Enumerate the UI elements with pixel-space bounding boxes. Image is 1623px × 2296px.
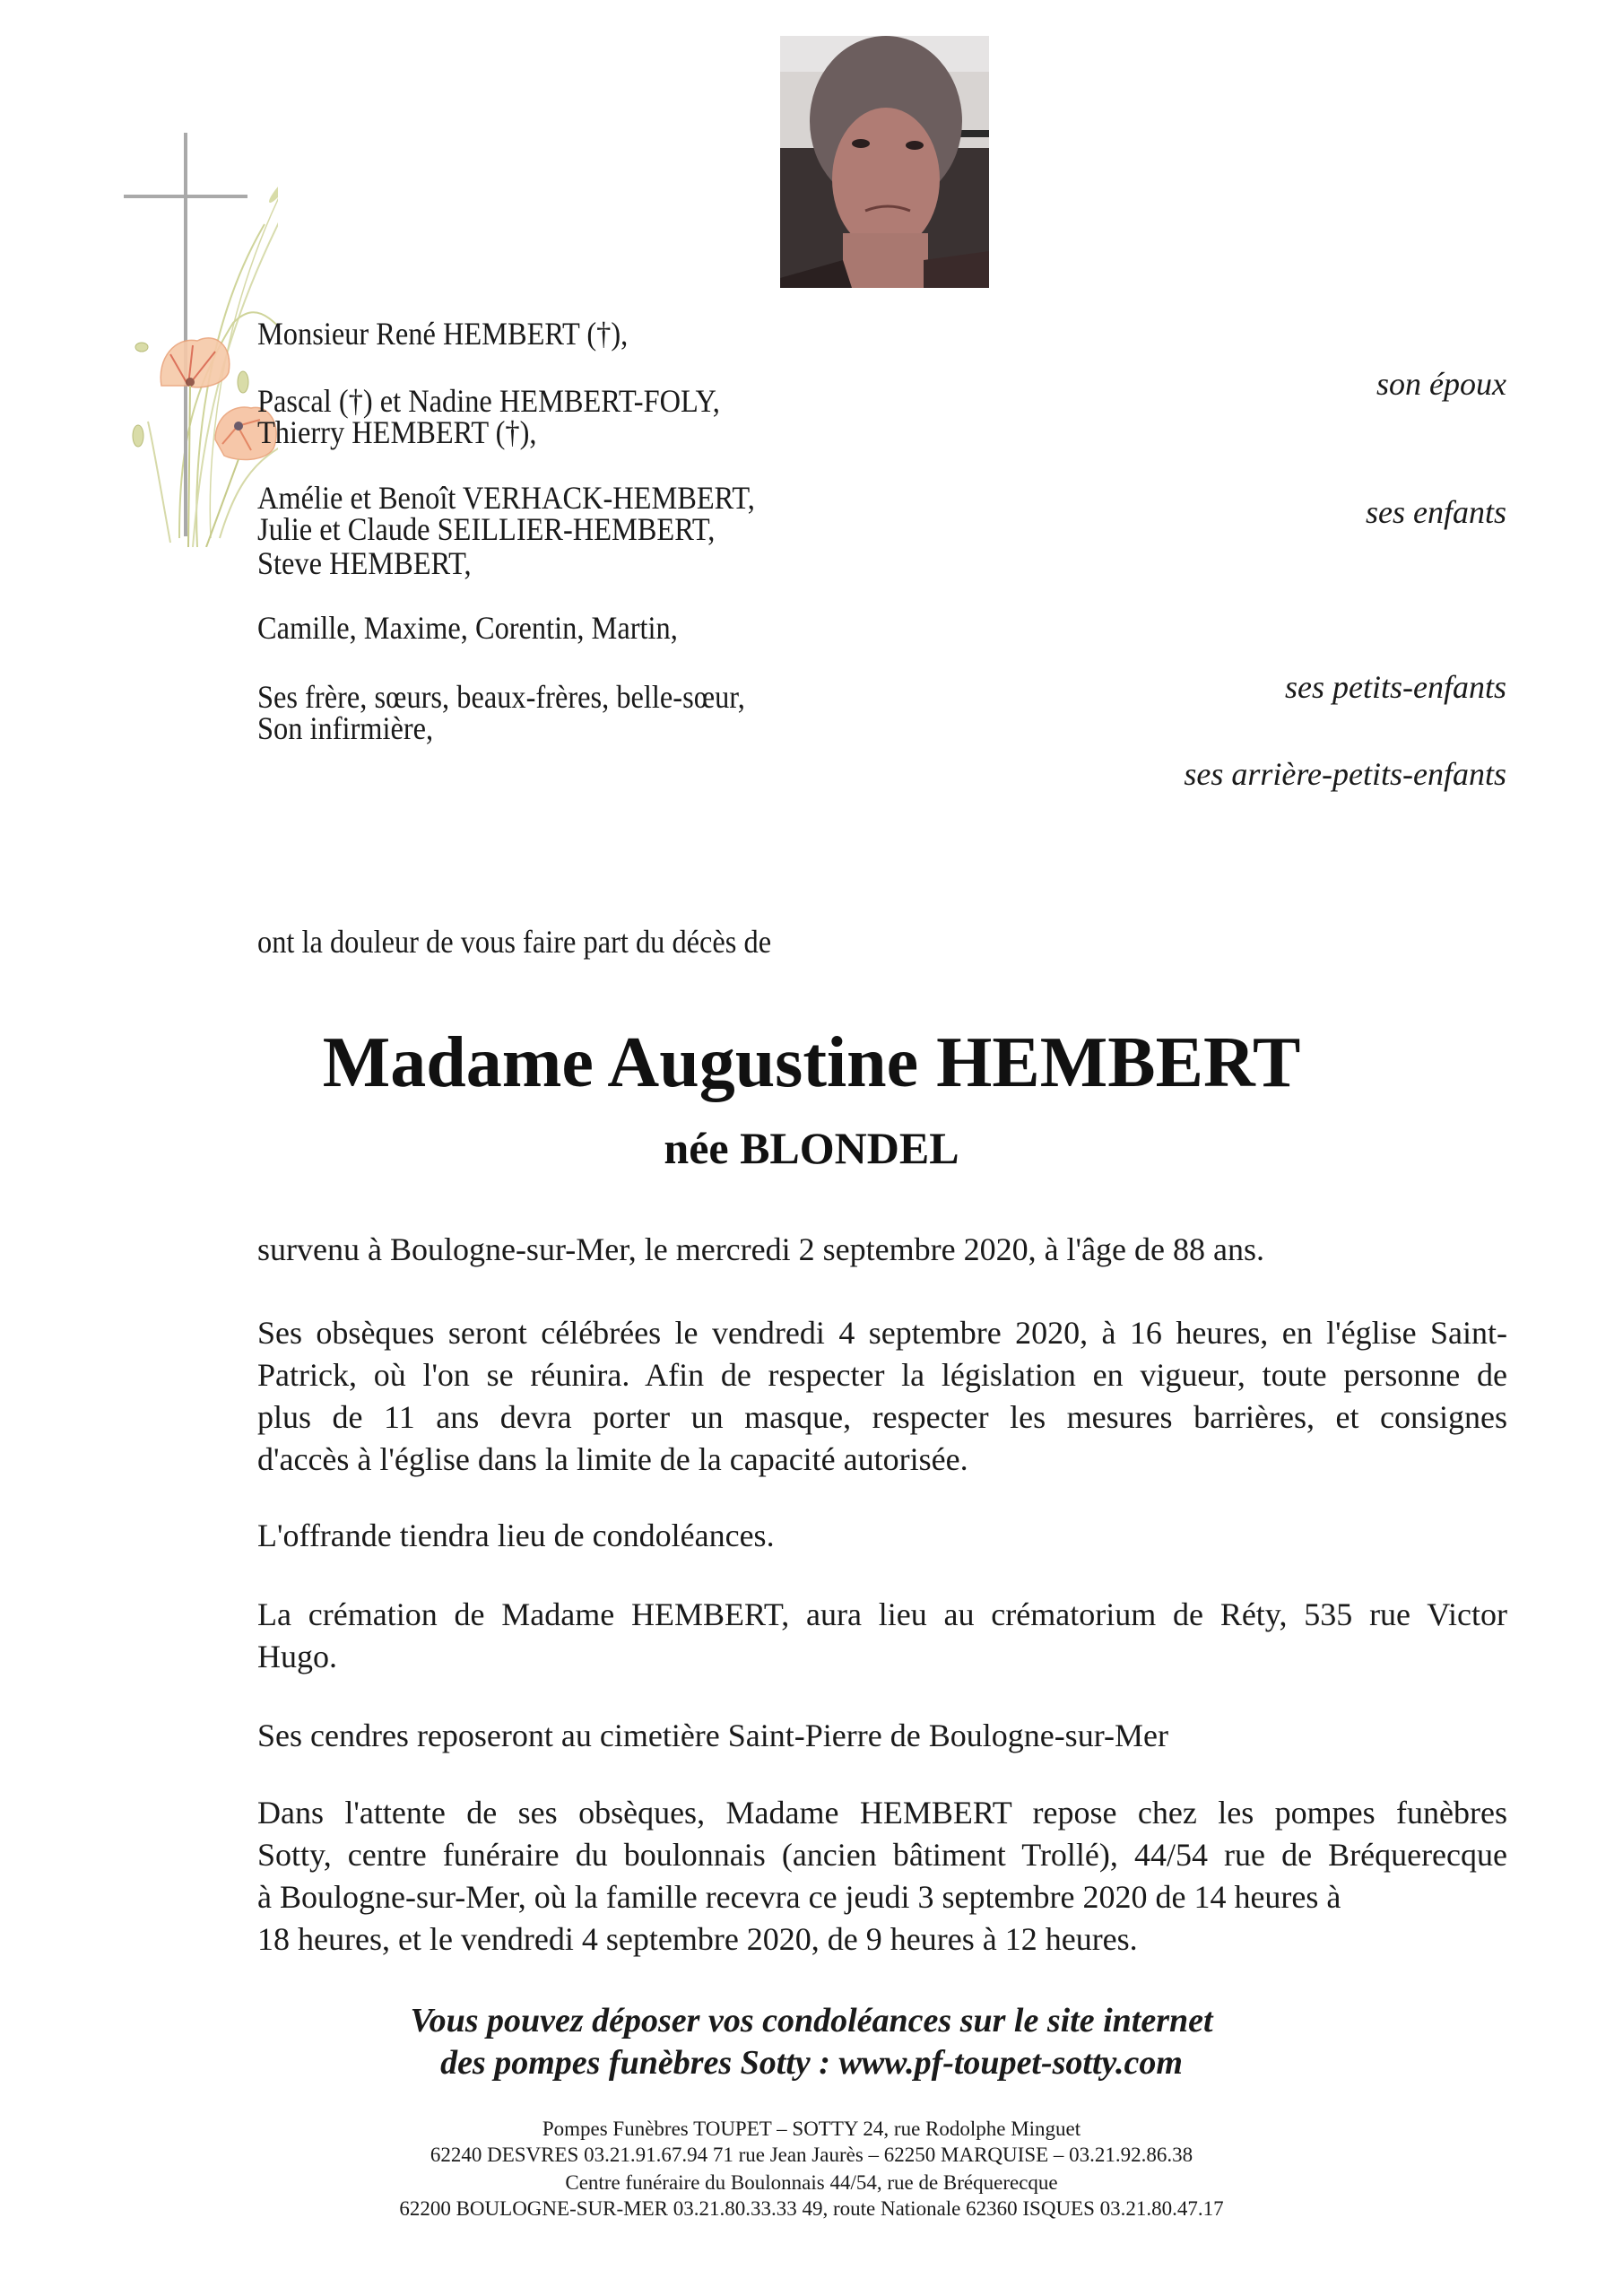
paragraph-offering — [257, 1515, 1507, 1557]
website-link[interactable]: www.pf-toupet-sotty.com — [838, 2044, 1183, 2082]
paragraph-line: L'offrande tiendra lieu de condoléances. — [257, 1518, 775, 1553]
portrait-photo — [780, 36, 989, 288]
condolences-prefix: des pompes funèbres Sotty : — [440, 2044, 839, 2082]
paragraph-line: Ses cendres reposeront au cimetière Saint-Pierre de Boulogne-sur-Mer — [257, 1718, 1168, 1753]
paragraph-line: La crémation de Madame HEMBERT, aura lieu au crématorium de Réty, 535 rue Victor — [257, 1596, 1507, 1632]
family-line-siblings: Ses frère, sœurs, beaux-frères, belle-sœur, — [257, 679, 745, 715]
paragraph-line: Sotty, centre funéraire du boulonnais (ancien bâtiment Trollé), 44/54 rue de Bréquerecque — [257, 1837, 1507, 1873]
paragraph-line: Patrick, où l'on se réunira. Afin de respecter la législation en vigueur, toute personne de — [257, 1357, 1507, 1393]
family-line-grandchild: Julie et Claude SEILLIER-HEMBERT, — [257, 511, 716, 547]
paragraph-funeral — [257, 1312, 1507, 1481]
paragraph-line: Ses obsèques seront célébrées le vendredi 4 septembre 2020, à 16 heures, en l'église Saint- — [257, 1315, 1507, 1351]
relation-great-grandchildren: ses arrière-petits-enfants — [1184, 756, 1506, 792]
family-line-grandchild: Amélie et Benoît VERHACK-HEMBERT, — [257, 480, 755, 516]
family-line-grandchild: Steve HEMBERT, — [257, 545, 472, 581]
condolences-line-1: Vous pouvez déposer vos condoléances sur le site internet — [410, 2002, 1213, 2039]
paragraph-line: Dans l'attente de ses obsèques, Madame HEMBERT repose chez les pompes funèbres — [257, 1795, 1507, 1831]
relation-spouse: son époux — [1376, 366, 1506, 402]
cross-poppy-decoration — [108, 117, 278, 547]
family-line-great-grandchildren: Camille, Maxime, Corentin, Martin, — [257, 610, 678, 646]
maiden-name: née BLONDEL — [664, 1123, 959, 1173]
family-line-spouse: Monsieur René HEMBERT (†), — [257, 316, 629, 352]
paragraph-line: survenu à Boulogne-sur-Mer, le mercredi 2 septembre 2020, à l'âge de 88 ans. — [257, 1231, 1264, 1267]
cross-icon — [124, 133, 247, 536]
announcement-line: ont la douleur de vous faire part du décès de — [257, 924, 772, 960]
portrait-image — [780, 36, 989, 288]
footer-line: Pompes Funèbres TOUPET – SOTTY 24, rue Rodolphe Minguet — [542, 2118, 1081, 2140]
paragraph-cremation — [257, 1594, 1507, 1678]
paragraph-ashes — [257, 1715, 1507, 1757]
paragraph-line: plus de 11 ans devra porter un masque, respecter les mesures barrières, et consignes — [257, 1399, 1507, 1435]
paragraph-line: à Boulogne-sur-Mer, où la famille recevra ce jeudi 3 septembre 2020 de 14 heures à — [257, 1879, 1341, 1915]
poppy-flower — [161, 338, 230, 387]
paragraph-line: 18 heures, et le vendredi 4 septembre 2020, de 9 heures à 12 heures. — [257, 1921, 1138, 1957]
family-line-child: Thierry HEMBERT (†), — [257, 414, 537, 450]
paragraph-line: d'accès à l'église dans la limite de la capacité autorisée. — [257, 1441, 968, 1477]
footer-line: Centre funéraire du Boulonnais 44/54, rue de Bréquerecque — [565, 2171, 1058, 2194]
paragraph-line: Hugo. — [257, 1639, 337, 1674]
footer-line: 62240 DESVRES 03.21.91.67.94 71 rue Jean Jaurès – 62250 MARQUISE – 03.21.92.86.38 — [430, 2144, 1193, 2166]
family-line-nurse: Son infirmière, — [257, 710, 434, 746]
paragraph-visitation — [257, 1792, 1507, 1961]
family-line-child: Pascal (†) et Nadine HEMBERT-FOLY, — [257, 383, 720, 419]
relation-grandchildren: ses petits-enfants — [1285, 669, 1506, 705]
paragraph-death — [257, 1229, 1507, 1271]
footer-line: 62200 BOULOGNE-SUR-MER 03.21.80.33.33 49, route Nationale 62360 ISQUES 03.21.80.47.17 — [399, 2197, 1224, 2220]
condolences-line-2 — [0, 2042, 1623, 2084]
deceased-name: Madame Augustine HEMBERT — [322, 1023, 1301, 1102]
relation-children: ses enfants — [1366, 494, 1506, 530]
